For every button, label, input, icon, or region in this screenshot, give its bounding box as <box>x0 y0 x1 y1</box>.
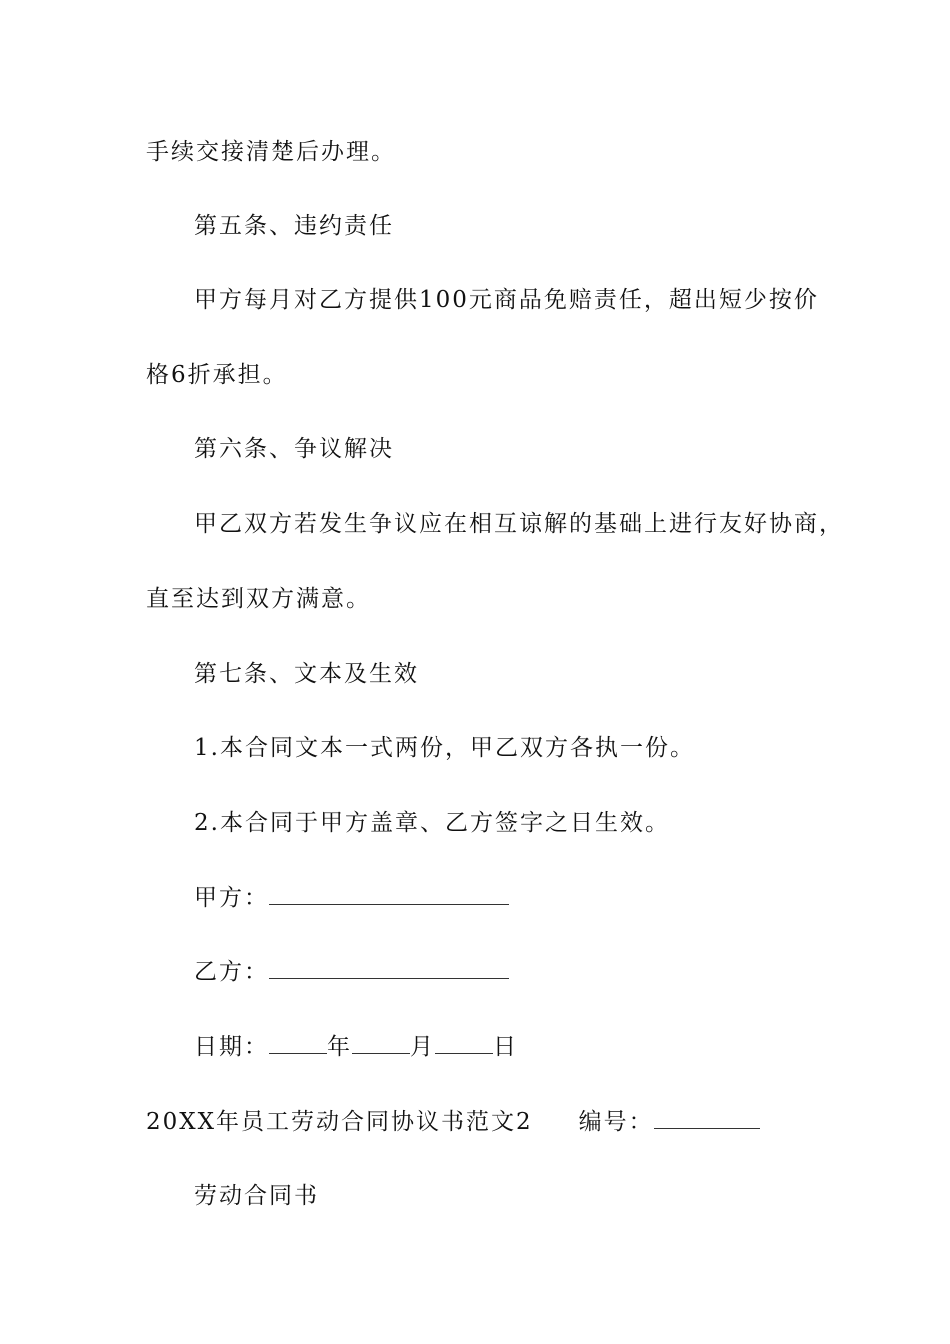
year-blank <box>269 1033 327 1054</box>
paragraph-line: 直至达到双方满意。 <box>146 586 371 612</box>
party-a-blank <box>269 884 509 905</box>
contract-heading: 劳动合同书 <box>194 1183 319 1209</box>
clause-item: 2.本合同于甲方盖章、乙方签字之日生效。 <box>194 810 670 836</box>
next-document-title: 20XX年员工劳动合同协议书范文2 <box>146 1109 533 1135</box>
date-line <box>194 1032 518 1062</box>
party-b-signature-line <box>194 957 509 987</box>
article-heading: 第五条、违约责任 <box>194 213 394 239</box>
date-label: 日期： <box>194 1034 269 1060</box>
article-heading: 第六条、争议解决 <box>194 436 394 462</box>
party-a-signature-line <box>194 883 509 913</box>
number-blank <box>654 1108 760 1129</box>
party-b-blank <box>269 958 509 979</box>
party-b-label: 乙方： <box>194 959 269 985</box>
day-blank <box>435 1033 493 1054</box>
day-label: 日 <box>493 1034 518 1060</box>
article-heading: 第七条、文本及生效 <box>194 661 419 687</box>
party-a-label: 甲方： <box>194 885 269 911</box>
paragraph-line: 甲乙双方若发生争议应在相互谅解的基础上进行友好协商， <box>194 511 844 537</box>
month-label: 月 <box>410 1034 435 1060</box>
paragraph-line: 甲方每月对乙方提供100元商品免赔责任，超出短少按价 <box>194 287 819 313</box>
number-label: 编号： <box>578 1109 654 1135</box>
next-document-title-line <box>146 1107 760 1137</box>
month-blank <box>352 1033 410 1054</box>
clause-item: 1.本合同文本一式两份，甲乙双方各执一份。 <box>194 735 695 761</box>
paragraph-line: 手续交接清楚后办理。 <box>146 139 396 165</box>
year-label: 年 <box>327 1034 352 1060</box>
paragraph-line: 格6折承担。 <box>146 362 288 388</box>
